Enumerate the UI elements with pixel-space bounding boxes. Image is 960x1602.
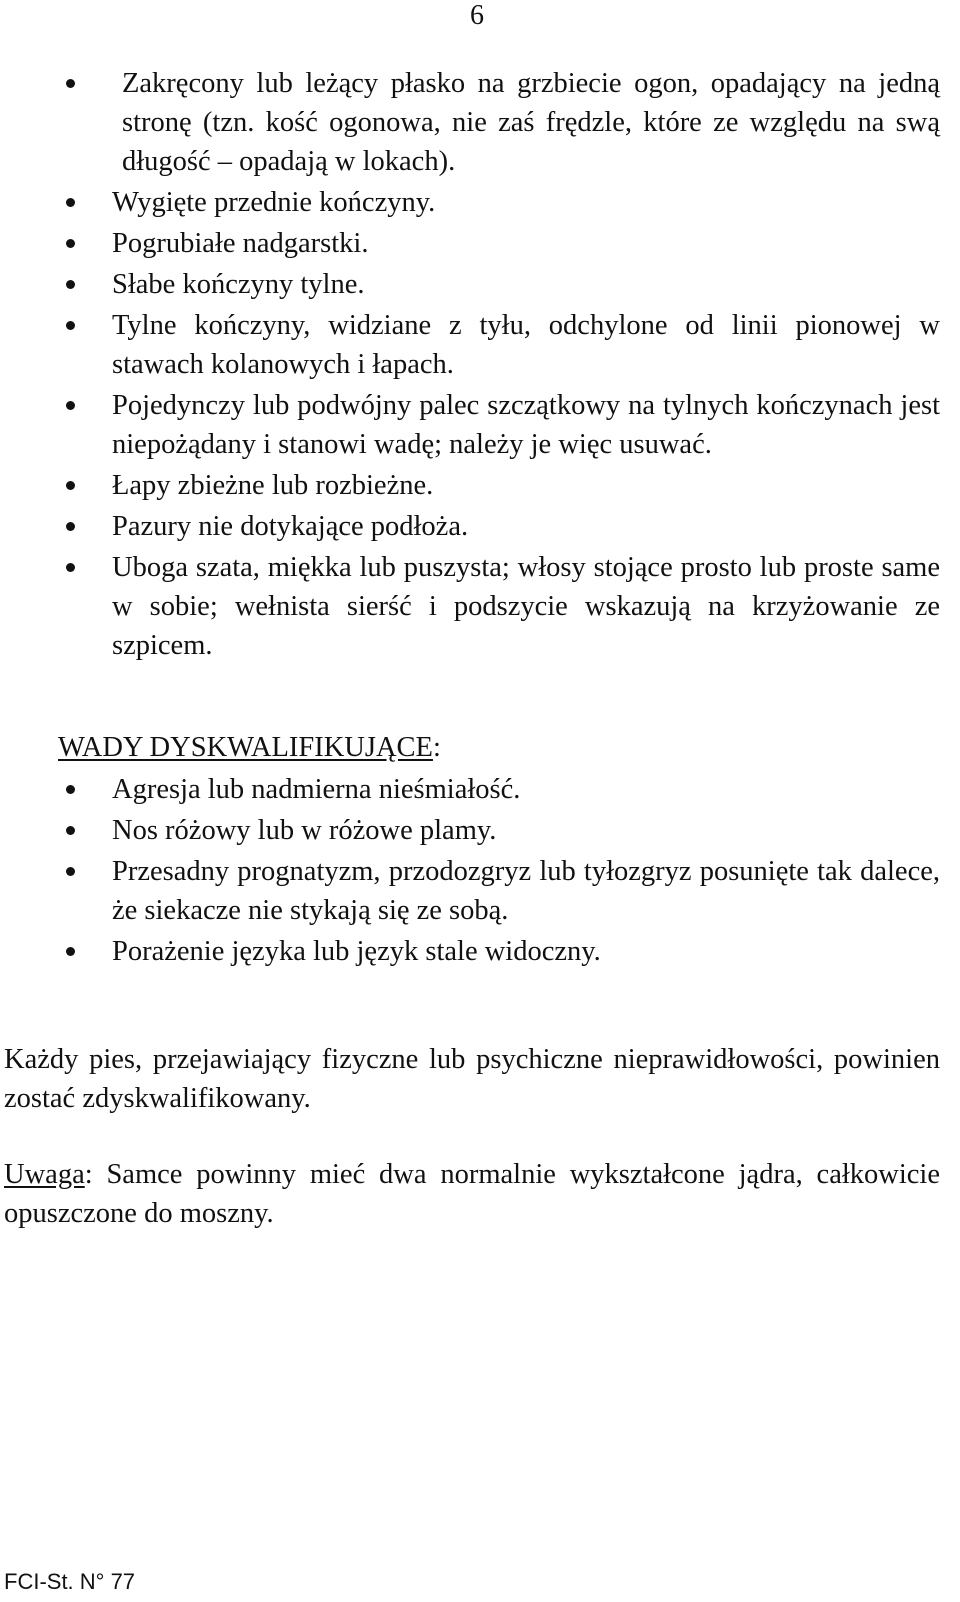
- general-statement: Każdy pies, przejawiający fizyczne lub psychiczne nieprawidłowości, powinien zostać zdyskwalifikowany.: [4, 1044, 940, 1114]
- bullet-icon: [60, 507, 80, 546]
- list-item-text: Nos różowy lub w różowe plamy.: [112, 815, 497, 846]
- note-text: : Samce powinny mieć dwa normalnie wykształcone jądra, całkowicie opuszczone do moszny.: [4, 1159, 940, 1229]
- list-item-text: Agresja lub nadmierna nieśmiałość.: [112, 774, 521, 805]
- list-item-text: Pogrubiałe nadgarstki.: [112, 228, 369, 259]
- list-item: [0, 64, 960, 181]
- list-item: [0, 265, 960, 304]
- list-item-text: Uboga szata, miękka lub puszysta; włosy stojące prosto lub proste same w sobie; wełnista sierść i podszycie wskazują na krzyżowanie ze szpicem.: [112, 552, 940, 661]
- bullet-icon: [60, 811, 80, 850]
- list-item: [0, 306, 960, 384]
- bullet-icon: [60, 386, 80, 425]
- list-item: [0, 183, 960, 222]
- bullet-icon: [60, 306, 80, 345]
- bullet-icon: [60, 265, 80, 304]
- list-item-text: Wygięte przednie kończyny.: [112, 187, 436, 218]
- bullet-icon: [60, 548, 80, 587]
- page-number: 6: [470, 0, 484, 31]
- list-item: [0, 548, 960, 665]
- bullet-icon: [60, 466, 80, 505]
- list-item-text: Tylne kończyny, widziane z tyłu, odchylone od linii pionowej w stawach kolanowych i łapach.: [112, 310, 940, 380]
- bullet-icon: [60, 932, 80, 971]
- list-item: [0, 507, 960, 546]
- faults-list: [0, 64, 960, 667]
- list-item: [0, 932, 960, 971]
- disqualifying-list: [0, 770, 960, 973]
- bullet-icon: [60, 852, 80, 891]
- list-item: [0, 852, 960, 930]
- list-item: [0, 386, 960, 464]
- list-item: [0, 466, 960, 505]
- note-label: Uwaga: [4, 1159, 85, 1190]
- list-item: [0, 770, 960, 809]
- section-heading-colon: :: [432, 732, 441, 763]
- list-item-text: Porażenie języka lub język stale widoczny.: [112, 936, 601, 967]
- list-item-text: Pojedynczy lub podwójny palec szczątkowy na tylnych kończynach jest niepożądany i stanowi wadę; należy je więc usuwać.: [112, 390, 940, 460]
- list-item-text: Przesadny prognatyzm, przodozgryz lub tyłozgryz posunięte tak dalece, że siekacze nie stykają się ze sobą.: [112, 856, 940, 926]
- bullet-icon: [60, 224, 80, 263]
- list-item: [0, 811, 960, 850]
- list-item-text: Słabe kończyny tylne.: [112, 269, 365, 300]
- bullet-icon: [60, 183, 80, 222]
- list-item-text: Zakręcony lub leżący płasko na grzbiecie ogon, opadający na jedną stronę (tzn. kość ogonowa, nie zaś frędzle, które ze względu na swą długość – opadają w lokach).: [122, 68, 940, 177]
- section-heading-text: WADY DYSKWALIFIKUJĄCE: [58, 732, 433, 763]
- note-paragraph: [4, 1155, 940, 1233]
- bullet-icon: [60, 64, 80, 103]
- list-item-text: Pazury nie dotykające podłoża.: [112, 511, 469, 542]
- footer-standard-number: FCI-St. N° 77: [4, 1569, 136, 1594]
- list-item-text: Łapy zbieżne lub rozbieżne.: [112, 470, 434, 501]
- bullet-icon: [60, 770, 80, 809]
- section-heading-disqualifying: [58, 728, 441, 767]
- list-item: [0, 224, 960, 263]
